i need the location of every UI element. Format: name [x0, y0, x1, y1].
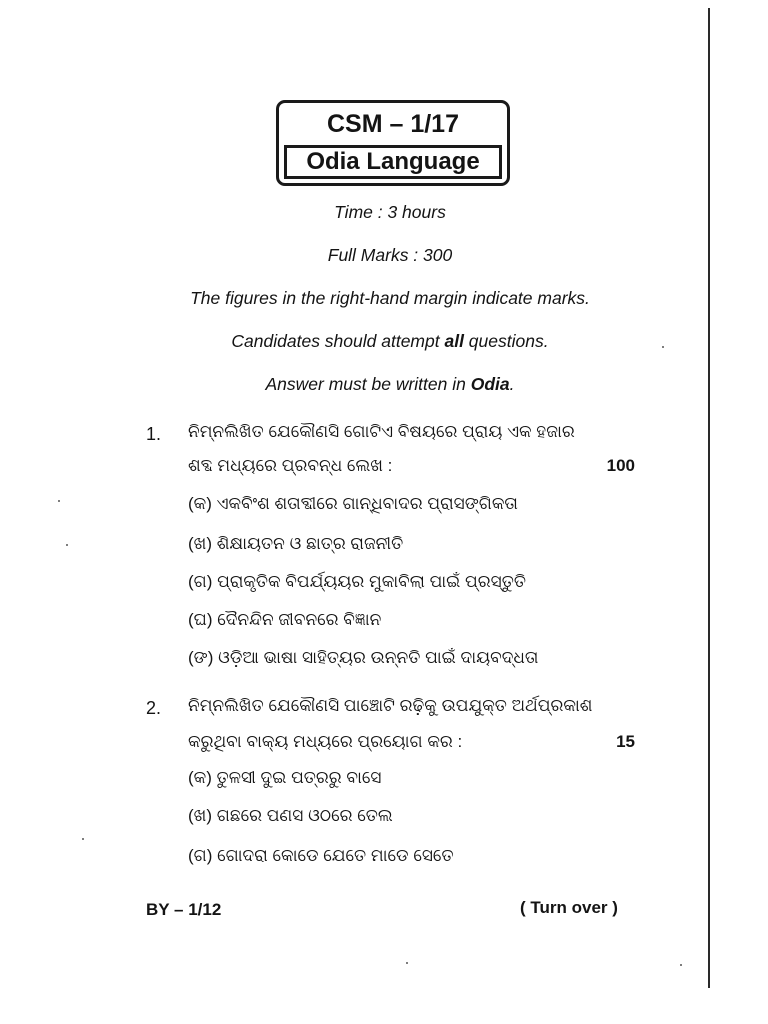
full-marks: Full Marks : 300	[327, 245, 453, 265]
essay-option: (ଘ) ଦୈନନ୍ଦିନ ଜୀବନରେ ବିଜ୍ଞାନ	[188, 610, 382, 629]
essay-option: (ଙ) ଓଡ଼ିଆ ଭାଷା ସାହିତ୍ୟର ଉନ୍ନତି ପାଇଁ ଦାୟବଦ୍ଧତା	[188, 648, 539, 667]
question-text-line: କରୁଥିବା ବାକ୍ୟ ମଧ୍ୟରେ ପ୍ରୟୋଗ କର :	[188, 732, 463, 751]
question-number: 2.	[146, 698, 162, 718]
question-marks: 100	[606, 456, 635, 475]
paper-code: CSM – 1/17	[326, 109, 459, 138]
essay-option: (କ) ଏକବିଂଶ ଶତାବ୍ଦୀରେ ଗାନ୍ଧିବାଦର ପ୍ରାସଙ୍ଗିକତା	[188, 494, 518, 513]
paper-subject: Odia Language	[284, 145, 502, 179]
turn-over-note: ( Turn over )	[520, 898, 618, 917]
question-text-line: ନିମ୍ନଲିଖିତ ଯେକୌଣସି ଗୋଟିଏ ବିଷୟରେ ପ୍ରାୟ ଏକ ହଜାର	[188, 422, 575, 441]
attempt-instruction	[0, 331, 768, 352]
language-instruction	[0, 374, 768, 395]
attempt-text-bold: all	[444, 331, 464, 351]
scan-speck	[680, 964, 682, 966]
idiom-option: (ଖ) ଗଛରେ ପଣସ ଓଠରେ ତେଲ	[188, 806, 393, 825]
idiom-option: (କ) ତୁଳସୀ ଦୁଇ ପତ୍ରରୁ ବାସେ	[188, 768, 382, 787]
question-text-line: ନିମ୍ନଲିଖିତ ଯେକୌଣସି ପାଞ୍ଚୋଟି ରଢ଼ିକୁ ଉପଯୁକ୍ତ ଅର୍ଥପ୍ରକାଶ	[188, 696, 593, 715]
essay-option: (ଗ) ପ୍ରାକୃତିକ ବିପର୍ଯ୍ୟୟର ମୁକାବିଲା ପାଇଁ ପ୍ରସ୍ତୁତି	[188, 572, 526, 591]
scan-speck	[662, 346, 664, 348]
question-number: 1.	[146, 424, 162, 444]
attempt-text-end: questions.	[463, 331, 549, 351]
scan-speck	[58, 500, 60, 502]
scan-page-edge	[708, 8, 710, 988]
scan-speck	[406, 962, 408, 964]
time-allowed: Time : 3 hours	[334, 202, 446, 222]
answer-text-start: Answer must be written in	[265, 374, 471, 394]
attempt-text-start: Candidates should attempt	[231, 331, 445, 351]
question-marks: 15	[616, 732, 635, 751]
essay-option: (ଖ) ଶିକ୍ଷାୟତନ ଓ ଛାତ୍ର ରାଜନୀତି	[188, 534, 404, 553]
scan-speck	[82, 838, 84, 840]
page-code: BY – 1/12	[146, 900, 222, 919]
margin-note: The figures in the right-hand margin indicate marks.	[190, 288, 590, 308]
idiom-option: (ଗ) ଗୋଦରା କୋଡେ ଯେତେ ମାଡେ ସେତେ	[188, 846, 454, 865]
answer-text-end: .	[509, 374, 515, 394]
scan-speck	[66, 544, 68, 546]
exam-header-box	[276, 100, 510, 186]
answer-text-bold: Odia	[470, 374, 510, 394]
question-text-line: ଶବ୍ଦ ମଧ୍ୟରେ ପ୍ରବନ୍ଧ ଲେଖ :	[188, 456, 393, 475]
